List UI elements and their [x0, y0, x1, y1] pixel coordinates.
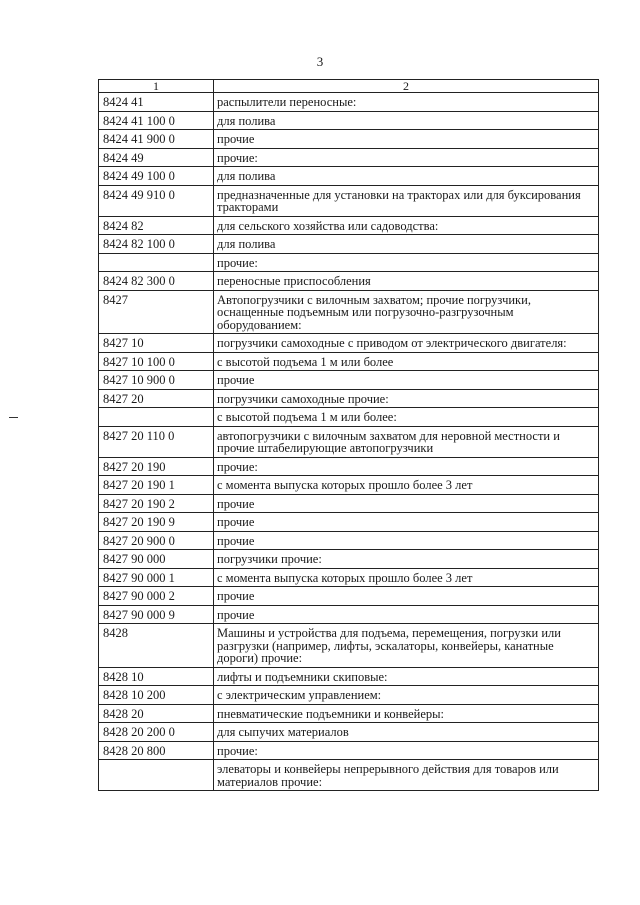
table-row	[99, 148, 599, 167]
cell-description: прочие:	[214, 253, 599, 272]
column-header-description: 2	[214, 80, 599, 93]
table-row	[99, 371, 599, 390]
cell-code: 8427 20	[99, 389, 214, 408]
cell-description: прочие	[214, 371, 599, 390]
cell-code: 8424 82	[99, 216, 214, 235]
cell-code: 8424 41 900 0	[99, 130, 214, 149]
cell-code: 8427 10	[99, 334, 214, 353]
cell-code: 8428 20	[99, 704, 214, 723]
table-body	[99, 93, 599, 791]
cell-code	[99, 760, 214, 791]
table-row	[99, 253, 599, 272]
cell-code: 8427 20 110 0	[99, 426, 214, 457]
cell-description: предназначенные для установки на тракторах или для буксирования тракторами	[214, 185, 599, 216]
cell-description: элеваторы и конвейеры непрерывного действия для товаров или материалов прочие:	[214, 760, 599, 791]
cell-code: 8428 10	[99, 667, 214, 686]
cell-code: 8427 90 000	[99, 550, 214, 569]
cell-description: распылители переносные:	[214, 93, 599, 112]
cell-description: с электрическим управлением:	[214, 686, 599, 705]
cell-description: погрузчики прочие:	[214, 550, 599, 569]
cell-code: 8427 20 190 9	[99, 513, 214, 532]
table-row	[99, 667, 599, 686]
page-number: 3	[316, 54, 324, 69]
cell-description: погрузчики самоходные прочие:	[214, 389, 599, 408]
cell-code	[99, 253, 214, 272]
table-row	[99, 334, 599, 353]
table-row	[99, 235, 599, 254]
table-row	[99, 290, 599, 334]
cell-code: 8427 10 100 0	[99, 352, 214, 371]
cell-code	[99, 408, 214, 427]
table-row	[99, 587, 599, 606]
table-row	[99, 723, 599, 742]
cell-code: 8427 20 190 1	[99, 476, 214, 495]
cell-code: 8427 90 000 1	[99, 568, 214, 587]
cell-description: для полива	[214, 235, 599, 254]
cell-code: 8427 90 000 9	[99, 605, 214, 624]
table-row	[99, 513, 599, 532]
cell-description: Автопогрузчики с вилочным захватом; прочие погрузчики, оснащенные подъемным или погрузочно-разгрузочным оборудованием:	[214, 290, 599, 334]
table-row	[99, 185, 599, 216]
table-row	[99, 93, 599, 112]
cell-code: 8424 49 100 0	[99, 167, 214, 186]
column-header-code: 1	[99, 80, 214, 93]
table-row	[99, 408, 599, 427]
table-row	[99, 624, 599, 668]
table-row	[99, 494, 599, 513]
table-row	[99, 352, 599, 371]
cell-code: 8427 20 190 2	[99, 494, 214, 513]
table-row	[99, 457, 599, 476]
cell-description: прочие	[214, 130, 599, 149]
table-row	[99, 476, 599, 495]
table-row	[99, 686, 599, 705]
table-row	[99, 531, 599, 550]
cell-description: переносные приспособления	[214, 272, 599, 291]
cell-code: 8427 20 190	[99, 457, 214, 476]
table-row	[99, 389, 599, 408]
cell-description: прочие:	[214, 741, 599, 760]
table-row	[99, 568, 599, 587]
cell-description: для полива	[214, 111, 599, 130]
cell-description: лифты и подъемники скиповые:	[214, 667, 599, 686]
margin-mark	[9, 417, 18, 418]
table-row	[99, 550, 599, 569]
table-row	[99, 741, 599, 760]
cell-description: прочие:	[214, 457, 599, 476]
cell-description: пневматические подъемники и конвейеры:	[214, 704, 599, 723]
cell-code: 8424 82 100 0	[99, 235, 214, 254]
cell-description: погрузчики самоходные с приводом от электрического двигателя:	[214, 334, 599, 353]
cell-code: 8424 49	[99, 148, 214, 167]
cell-description: прочие	[214, 531, 599, 550]
cell-code: 8428 10 200	[99, 686, 214, 705]
table-row	[99, 605, 599, 624]
cell-description: с высотой подъема 1 м или более	[214, 352, 599, 371]
cell-code: 8427 90 000 2	[99, 587, 214, 606]
cell-description: с высотой подъема 1 м или более:	[214, 408, 599, 427]
cell-code: 8428	[99, 624, 214, 668]
cell-description: прочие	[214, 494, 599, 513]
cell-code: 8424 49 910 0	[99, 185, 214, 216]
cell-code: 8427	[99, 290, 214, 334]
cell-description: для сельского хозяйства или садоводства:	[214, 216, 599, 235]
cell-description: для полива	[214, 167, 599, 186]
cell-description: автопогрузчики с вилочным захватом для неровной местности и прочие штабелирующие автопогрузчики	[214, 426, 599, 457]
cell-description: прочие	[214, 587, 599, 606]
cell-description: прочие:	[214, 148, 599, 167]
cell-code: 8428 20 800	[99, 741, 214, 760]
table-row	[99, 272, 599, 291]
cell-code: 8428 20 200 0	[99, 723, 214, 742]
table-row	[99, 130, 599, 149]
cell-code: 8427 10 900 0	[99, 371, 214, 390]
cell-description: с момента выпуска которых прошло более 3 лет	[214, 476, 599, 495]
tariff-table	[98, 79, 599, 791]
cell-description: прочие	[214, 513, 599, 532]
table-row	[99, 111, 599, 130]
table-row	[99, 704, 599, 723]
cell-description: для сыпучих материалов	[214, 723, 599, 742]
cell-description: Машины и устройства для подъема, перемещения, погрузки или разгрузки (например, лифты, эскалаторы, конвейеры, канатные дороги) прочие:	[214, 624, 599, 668]
cell-description: прочие	[214, 605, 599, 624]
table-row	[99, 216, 599, 235]
cell-code: 8424 41 100 0	[99, 111, 214, 130]
table-row	[99, 167, 599, 186]
cell-code: 8424 41	[99, 93, 214, 112]
cell-code: 8427 20 900 0	[99, 531, 214, 550]
table-row	[99, 426, 599, 457]
table-header-row	[99, 80, 599, 93]
cell-code: 8424 82 300 0	[99, 272, 214, 291]
table-row	[99, 760, 599, 791]
cell-description: с момента выпуска которых прошло более 3 лет	[214, 568, 599, 587]
